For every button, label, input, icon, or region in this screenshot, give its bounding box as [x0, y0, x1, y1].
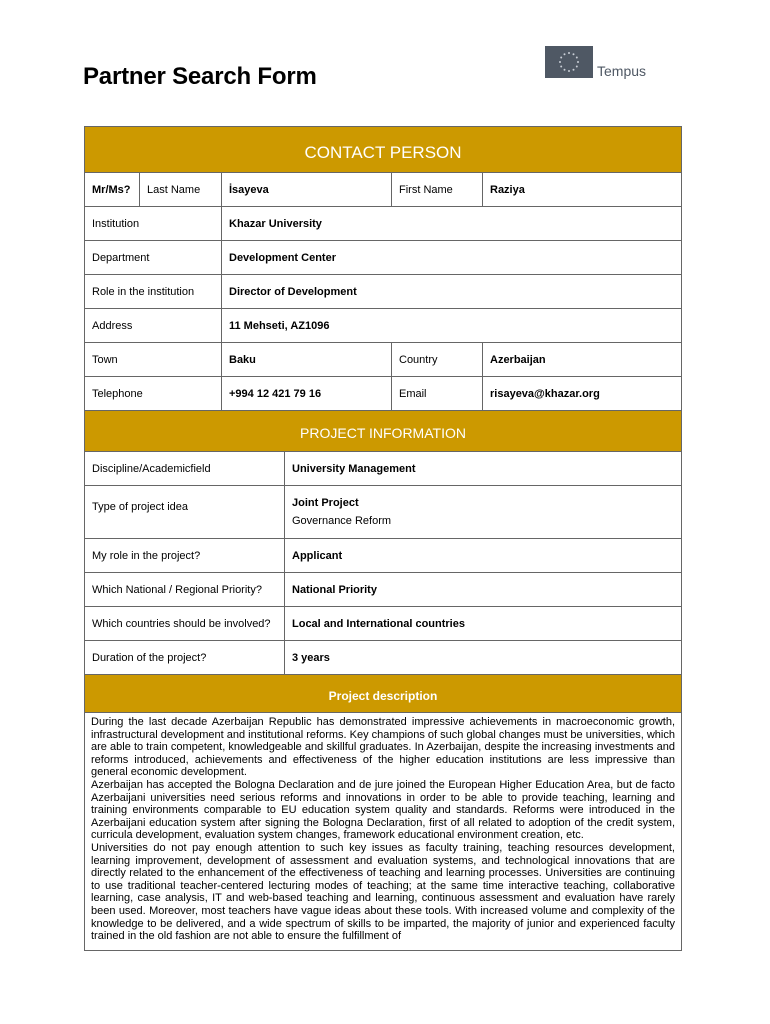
name-row	[85, 173, 681, 207]
duration-label: Duration of the project?	[85, 641, 285, 674]
discipline-row	[85, 452, 681, 486]
partner-form	[84, 126, 682, 951]
page-title: Partner Search Form	[83, 63, 317, 90]
logo-text: Tempus	[597, 63, 647, 79]
project-description	[85, 713, 681, 950]
project-section-heading: PROJECT INFORMATION	[85, 411, 681, 452]
first-name-label: First Name	[392, 173, 483, 206]
duration-value: 3 years	[292, 651, 330, 664]
project-type-sub: Governance Reform	[292, 515, 392, 527]
description-paragraph: During the last decade Azerbaijan Republic has demonstrated impressive achievements in macroeconomic growth, infrastructural development and institutional reforms. Key champions of such global changes must be universities, which are able to train competent, knowledgeable and skillful graduates. In Azerbaijan, despite the increasing investments and reforms introduced, achievements and effectiveness of the higher education institutions are less impressive than general economic development.	[91, 716, 675, 779]
last-name-label: Last Name	[140, 173, 222, 206]
telephone-row	[85, 377, 681, 411]
duration-row	[85, 641, 681, 675]
institution-label: Institution	[85, 207, 222, 240]
telephone-label: Telephone	[85, 377, 222, 410]
project-type-row	[85, 486, 681, 539]
contact-section-heading: CONTACT PERSON	[85, 127, 681, 173]
priority-label: Which National / Regional Priority?	[85, 573, 285, 606]
discipline-label: Discipline/Academicfield	[85, 452, 285, 485]
email-value: risayeva@khazar.org	[490, 387, 600, 400]
description-heading: Project description	[85, 675, 681, 713]
role-value: Director of Development	[229, 285, 357, 298]
institution-value: Khazar University	[229, 217, 322, 230]
town-value: Baku	[222, 343, 392, 376]
description-paragraph: Universities do not pay enough attention to such key issues as faculty training, teaching resources development, learning improvement, development of assessment and evaluation systems, and technological innovations that are directly related to the enhancement of the effectiveness of teaching and learning processes. Universities are continuing to use traditional teacher-centered lecturing modes of teaching; at the same time interactive teaching, collaborative learning, case analysis, IT and web-based teaching and learning, continuous assessment and evaluation have rarely been used. Moreover, most teachers have vague ideas about these tools. With increased volume and complexity of the knowledge to be delivered, and a wide spectrum of skills to be imparted, the majority of junior and experienced faculty trained in the old fashion are not able to ensure the fulfillment of	[91, 841, 675, 943]
project-type-value	[285, 486, 681, 538]
town-label: Town	[85, 343, 222, 376]
mrms-label: Mr/Ms?	[85, 173, 140, 206]
country-value: Azerbaijan	[490, 353, 546, 366]
countries-label: Which countries should be involved?	[85, 607, 285, 640]
role-label: Role in the institution	[85, 275, 222, 308]
country-label: Country	[392, 343, 483, 376]
description-paragraph: Azerbaijan has accepted the Bologna Declaration and de jure joined the European Higher Education Area, but de facto Azerbaijani universities need serious reforms and innovations in order to be able to provide teaching, learning and training environments comparable to EU education system quality and standards. Reforms were introduced in the Azerbaijani education system after signing the Bologna Declaration, first of all related to adoption of the credit system, curricula development, evaluation system changes, framework educational environment creation, etc.	[91, 778, 675, 842]
eu-flag-icon	[545, 46, 593, 78]
department-label: Department	[85, 241, 222, 274]
institution-row	[85, 207, 681, 241]
telephone-value: +994 12 421 79 16	[222, 377, 392, 410]
address-row	[85, 309, 681, 343]
discipline-value: University Management	[292, 462, 416, 475]
project-role-value: Applicant	[292, 549, 343, 562]
last-name-value: İsayeva	[222, 173, 392, 206]
project-role-row	[85, 539, 681, 573]
priority-value: National Priority	[292, 583, 377, 596]
countries-value: Local and International countries	[292, 617, 465, 630]
project-type-label: Type of project idea	[85, 486, 285, 538]
town-row	[85, 343, 681, 377]
address-value: 11 Mehseti, AZ1096	[229, 319, 330, 332]
role-row	[85, 275, 681, 309]
first-name-value: Raziya	[490, 183, 525, 196]
project-role-label: My role in the project?	[85, 539, 285, 572]
priority-row	[85, 573, 681, 607]
department-row	[85, 241, 681, 275]
address-label: Address	[85, 309, 222, 342]
email-label: Email	[392, 377, 483, 410]
countries-row	[85, 607, 681, 641]
project-type-main: Joint Project	[292, 497, 359, 509]
department-value: Development Center	[229, 251, 336, 264]
tempus-logo	[545, 46, 657, 80]
